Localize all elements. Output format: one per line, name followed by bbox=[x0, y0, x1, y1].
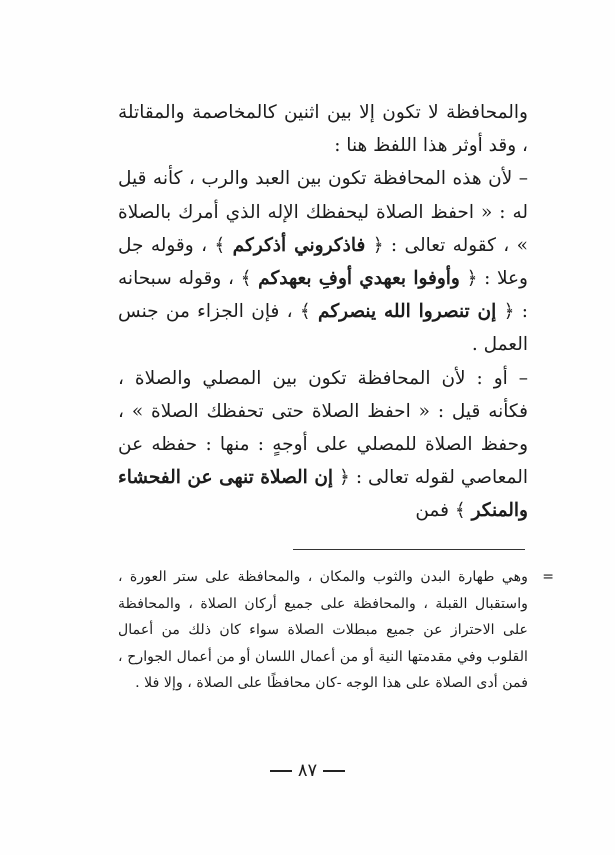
paragraph-2 bbox=[118, 162, 528, 361]
paragraph-2-text-d: ﴾ ، فإن الجزاء من جنس العمل . bbox=[118, 301, 528, 356]
paragraph-2-text-a: – لأن هذه المحافظة تكون بين العبد والرب ، كأنه قيل له : « احفظ الصلاة ليحفظك الإله الذي أمرك بالصلاة » ، كقوله تعالى : ﴿ bbox=[118, 168, 528, 256]
paragraph-1 bbox=[118, 96, 528, 162]
paragraph-3-text-b: ﴾ فمن bbox=[415, 500, 466, 522]
quran-quote-4: إن الصلاة تنهى عن الفحشاء والمنكر bbox=[118, 467, 528, 522]
paragraph-2-text-b: ﴾ ، وقوله جل وعلا : ﴿ bbox=[118, 234, 528, 290]
page-number-dash-right bbox=[323, 770, 345, 772]
page-number bbox=[0, 760, 615, 781]
page-number-dash-left bbox=[270, 770, 292, 772]
paragraph-3-text-a: – أو : لأن المحافظة تكون بين المصلي والصلاة ، فكأنه قيل : « احفظ الصلاة حتى تحفظك الصلاة » ، وحفظ الصلاة للمصلي على أوجهٍ : منها : حفظه عن المعاصي لقوله تعالى : ﴿ bbox=[118, 367, 528, 489]
paragraph-3 bbox=[118, 362, 528, 528]
footnote-separator bbox=[293, 549, 525, 550]
quran-quote-1: فاذكروني أذكركم bbox=[232, 234, 366, 256]
quran-quote-3: إن تنصروا الله ينصركم bbox=[318, 301, 497, 323]
footnote-text: وهي طهارة البدن والثوب والمكان ، والمحافظة على ستر العورة ، واستقبال القبلة ، والمحافظة على جميع أركان الصلاة ، والمحافظة على الاحتراز عن جميع مبطلات الصلاة سواء كان ذلك من أعمال القلوب وفي مقدمتها النية أو من أعمال اللسان أو من أعمال الجوارح ، فمن أدى الصلاة على هذا الوجه -كان محافظًا على الصلاة ، وإلا فلا . bbox=[118, 569, 528, 692]
paragraph-2-text-c: ﴾ ، وقوله سبحانه : ﴿ bbox=[118, 268, 528, 323]
page-number-value: ٨٧ bbox=[297, 760, 318, 781]
footnote bbox=[118, 564, 554, 697]
main-text bbox=[118, 96, 528, 528]
quran-quote-2: وأوفوا بعهدي أوفِ بعهدكم bbox=[258, 268, 460, 290]
footnote-continuation-marker: = bbox=[542, 569, 554, 585]
paragraph-1-text: والمحافظة لا تكون إلا بين اثنين كالمخاصمة والمقاتلة ، وقد أوثر هذا اللفظ هنا : bbox=[118, 102, 528, 157]
